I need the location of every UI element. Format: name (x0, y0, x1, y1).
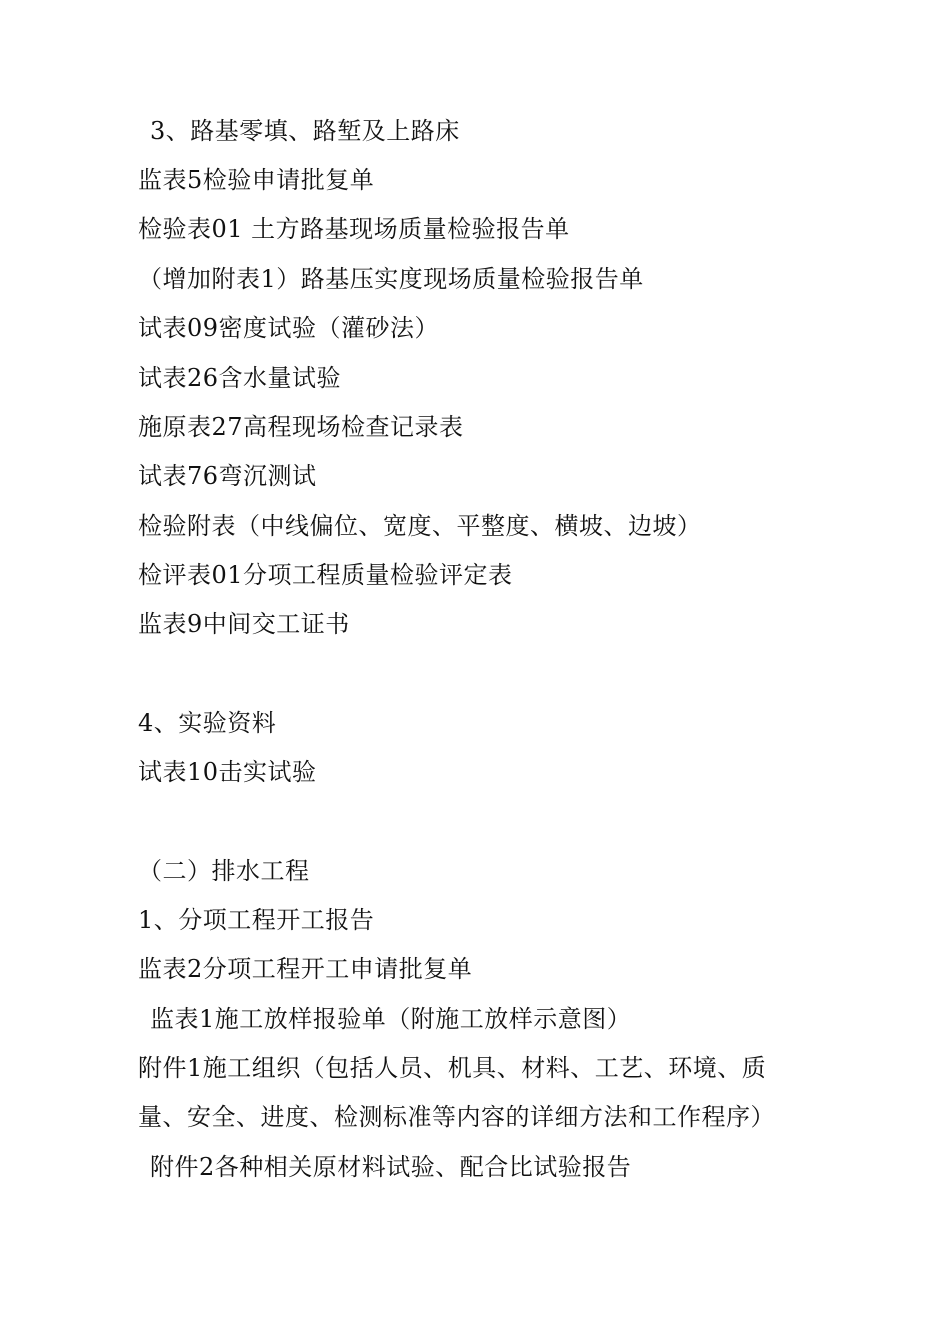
doc-line-construction-organization-cont: 量、安全、进度、检测标准等内容的详细方法和工作程序） (138, 1103, 775, 1131)
section-heading-drainage: （二）排水工程 (138, 857, 310, 885)
doc-line-construction-organization: 附件1施工组织（包括人员、机具、材料、工艺、环境、质 (138, 1054, 767, 1082)
doc-line-moisture-test: 试表26含水量试验 (138, 364, 342, 392)
doc-line-inspection-request: 监表5检验申请批复单 (138, 166, 375, 194)
doc-line-earthwork-report: 检验表01 土方路基现场质量检验报告单 (138, 215, 570, 243)
doc-line-inspection-appendix: 检验附表（中线偏位、宽度、平整度、横坡、边坡） (138, 512, 702, 540)
section-heading-roadbed-fill: 3、路基零填、路堑及上路床 (150, 117, 460, 145)
section-heading-start-report: 1、分项工程开工报告 (138, 906, 375, 934)
doc-line-compaction-test: 试表10击实试验 (138, 758, 317, 786)
doc-line-layout-inspection: 监表1施工放样报验单（附施工放样示意图） (150, 1005, 632, 1033)
section-heading-test-data: 4、实验资料 (138, 709, 277, 737)
doc-line-compaction-report: （增加附表1）路基压实度现场质量检验报告单 (138, 265, 644, 293)
doc-line-start-approval: 监表2分项工程开工申请批复单 (138, 955, 473, 983)
doc-line-material-tests: 附件2各种相关原材料试验、配合比试验报告 (150, 1153, 632, 1181)
doc-line-elevation-record: 施原表27高程现场检查记录表 (138, 413, 464, 441)
doc-line-handover-certificate: 监表9中间交工证书 (138, 610, 350, 638)
doc-line-deflection-test: 试表76弯沉测试 (138, 462, 317, 490)
doc-line-density-test: 试表09密度试验（灌砂法） (138, 314, 440, 342)
doc-line-quality-evaluation: 检评表01分项工程质量检验评定表 (138, 561, 513, 589)
